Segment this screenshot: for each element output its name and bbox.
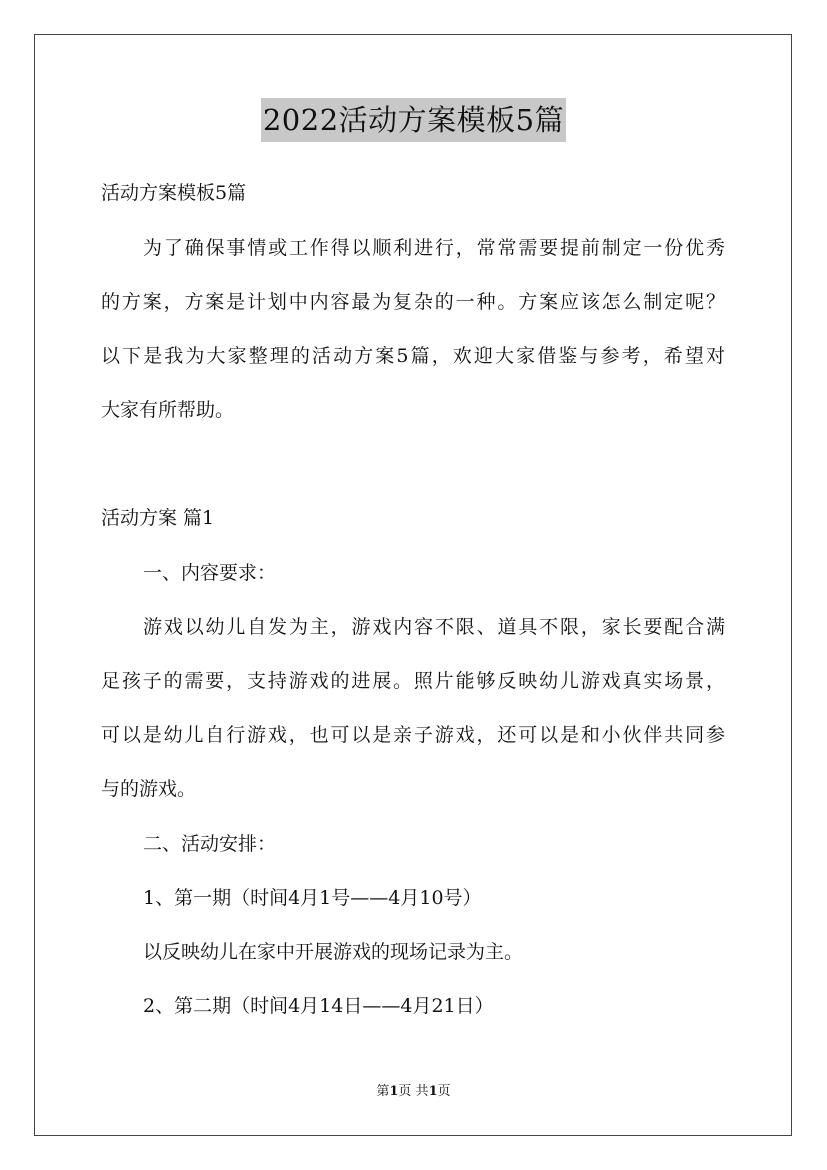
footer-page-total: 1 <box>428 1084 438 1099</box>
intro-line-1: 为了确保事情或工作得以顺利进行，常常需要提前制定一份优秀 <box>143 237 725 259</box>
item-1-heading: 一、内容要求： <box>143 562 277 584</box>
item-1-line-3: 可以是幼儿自行游戏，也可以是亲子游戏，还可以是和小伙伴共同参 <box>101 724 725 746</box>
footer-page-current: 1 <box>389 1084 399 1099</box>
item-1-line-4: 与的游戏。 <box>101 778 197 800</box>
footer-page-mid: 页 共 <box>398 1084 429 1099</box>
intro-line-2: 的方案，方案是计划中内容最为复杂的一种。方案应该怎么制定呢？ <box>101 291 725 313</box>
document-title: 2022活动方案模板5篇 <box>261 98 566 142</box>
document-subtitle: 活动方案模板5篇 <box>101 182 247 204</box>
footer-page-prefix: 第 <box>376 1084 390 1099</box>
phase-1-description: 以反映幼儿在家中开展游戏的现场记录为主。 <box>143 941 524 963</box>
intro-line-4: 大家有所帮助。 <box>101 399 235 421</box>
page-footer <box>0 1083 827 1101</box>
item-1-line-2: 足孩子的需要，支持游戏的进展。照片能够反映幼儿游戏真实场景， <box>101 670 725 692</box>
phase-2: 2、第二期（时间4月14日——4月21日） <box>143 995 494 1017</box>
item-1-line-1: 游戏以幼儿自发为主，游戏内容不限、道具不限，家长要配合满 <box>143 616 725 638</box>
footer-page-suffix: 页 <box>437 1084 451 1099</box>
intro-line-3: 以下是我为大家整理的活动方案5篇，欢迎大家借鉴与参考，希望对 <box>101 345 725 367</box>
section-heading: 活动方案 篇1 <box>101 507 215 529</box>
title-container <box>0 98 827 142</box>
phase-1: 1、第一期（时间4月1号——4月10号） <box>143 887 482 909</box>
item-2-heading: 二、活动安排： <box>143 833 277 855</box>
